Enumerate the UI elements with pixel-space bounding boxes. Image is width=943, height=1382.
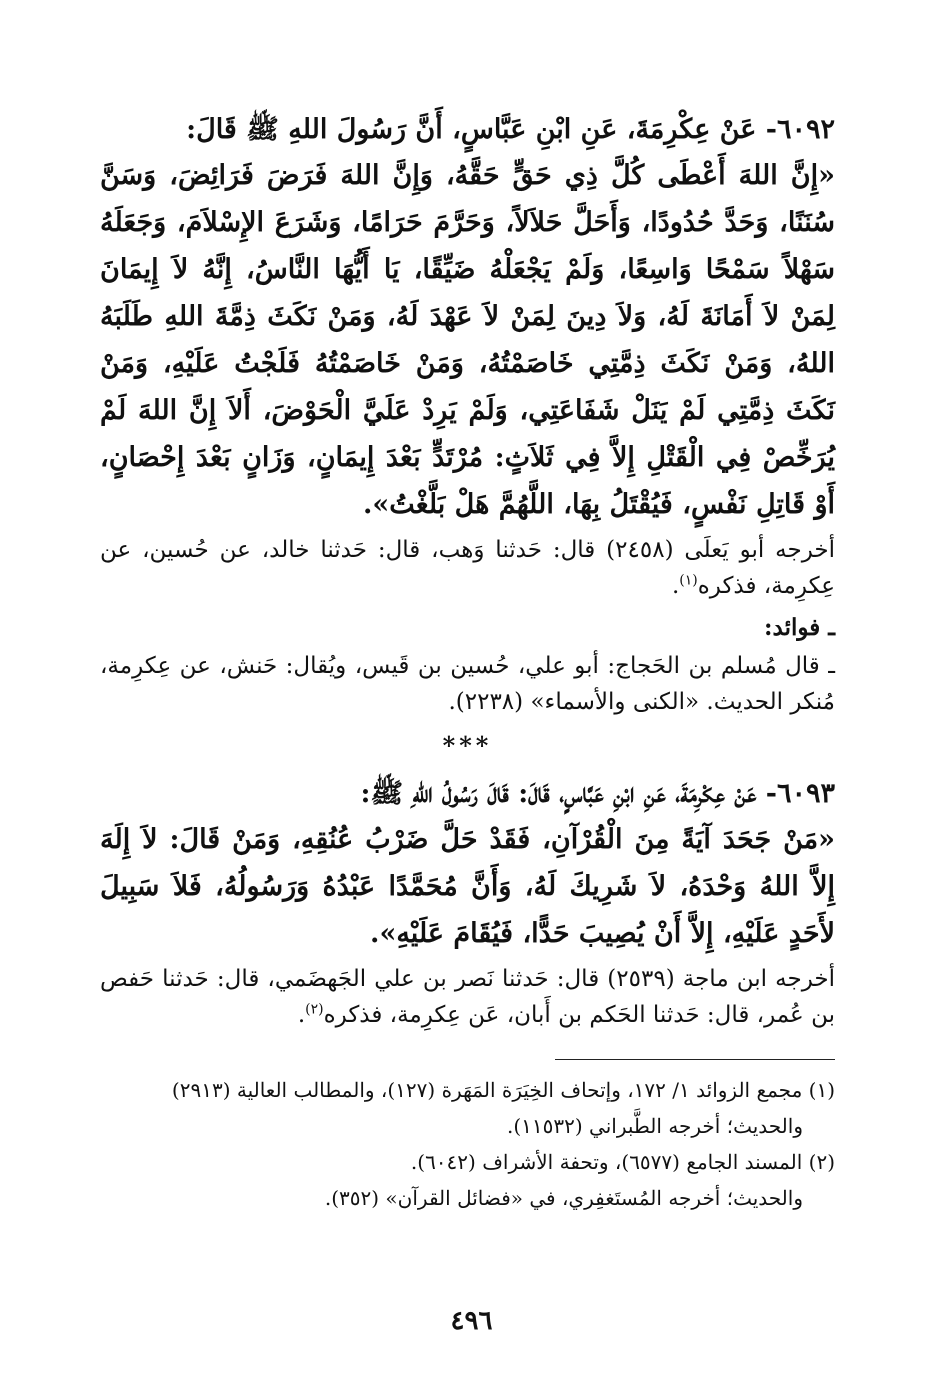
footnote-line: (٢) المسند الجامع (٦٥٧٧)، وتحفة الأشراف (٦٠٤٢). bbox=[410, 1150, 835, 1174]
footnote-line: (١) مجمع الزوائد ١/ ١٧٢، وإتحاف الخِيَرَة المَهَرة (١٢٧)، والمطالب العالية (٢٩١٣) bbox=[171, 1078, 835, 1102]
takhrij-paragraph: أخرجه أبو يَعلَى (٢٤٥٨) قال: حَدثنا وَهب، قال: حَدثنا خالد، عن حُسين، عن عِكرِمة، فذكره$^{(١)}$. bbox=[100, 537, 835, 599]
hadith-heading: ٦٠٩٣- عَنْ عِكْرِمَةَ، عَنِ ابْنِ عَبَّاسٍ، قَالَ: قَالَ رَسُولُ اللهِ ﷺ: bbox=[360, 778, 835, 809]
hadith-text: «مَنْ جَحَدَ آيَةً مِنَ الْقُرْآنِ، فَقَدْ حَلَّ ضَرْبُ عُنُقِهِ، وَمَنْ قَالَ: لاَ إِلَهَ إِلاَّ اللهُ وَحْدَهُ، لاَ شَرِيكَ لَهُ، وَأَنَّ مُحَمَّدًا عَبْدُهُ وَرَسُولُهُ، فَلاَ سَبِيلَ لأَحَدٍ عَلَيْهِ، إِلاَّ أَنْ يُصِيبَ حَدًّا، فَيُقَامَ عَلَيْهِ». bbox=[100, 824, 835, 949]
footnote-divider bbox=[555, 1059, 835, 1060]
footnote-line: والحديث؛ أخرجه المُستَغفِري، في «فضائل القرآن» (٣٥٢). bbox=[324, 1186, 803, 1210]
section-separator: *** bbox=[442, 731, 493, 760]
footnotes bbox=[100, 1072, 835, 1216]
takhrij-text: أخرجه أبو يَعلَى (٢٤٥٨) قال: حَدثنا وَهب، قال: حَدثنا خالد، عن حُسين، عن عِكرِمة، فذكره bbox=[100, 537, 835, 599]
fawaid-text: ـ قال مُسلم بن الحَجاج: أبو علي، حُسين بن قَيس، ويُقال: حَنش، عن عِكرِمة، مُنكر الحديث. «الكنى والأسماء» (٢٢٣٨). bbox=[100, 653, 835, 715]
footnote-line: والحديث؛ أخرجه الطَّبراني (١١٥٣٢). bbox=[506, 1114, 803, 1138]
page-number: ٤٩٦ bbox=[450, 1306, 493, 1336]
takhrij-paragraph: أخرجه ابن ماجة (٢٥٣٩) قال: حَدثنا نَصر بن علي الجَهضَمي، قال: حَدثنا حَفص بن عُمر، قال: حَدثنا الحَكم بن أَبان، عَن عِكرِمة، فذكره$^{(٢)}$. bbox=[100, 966, 835, 1028]
takhrij-text: أخرجه ابن ماجة (٢٥٣٩) قال: حَدثنا نَصر بن علي الجَهضَمي، قال: حَدثنا حَفص بن عُمر، قال: حَدثنا الحَكم بن أَبان، عَن عِكرِمة، فذكره bbox=[100, 966, 835, 1028]
footnote-1 bbox=[100, 1072, 835, 1144]
footnote-ref-1[interactable]: (١) bbox=[679, 572, 698, 589]
hadith-6092 bbox=[100, 108, 835, 720]
hadith-heading: ٦٠٩٢- عَنْ عِكْرِمَةَ، عَنِ ابْنِ عَبَّاسٍ، أَنَّ رَسُولَ اللهِ ﷺ قَالَ: bbox=[186, 114, 835, 145]
footnote-2 bbox=[100, 1144, 835, 1216]
fawaid-heading: ـ فوائد: bbox=[764, 614, 835, 641]
hadith-6093 bbox=[100, 772, 835, 1033]
hadith-text: «إِنَّ اللهَ أَعْطَى كُلَّ ذِي حَقٍّ حَقَّهُ، وَإِنَّ اللهَ فَرَضَ فَرَائِضَ، وَسَنَّ سُنَنًا، وَحَدَّ حُدُودًا، وَأَحَلَّ حَلاَلاً، وَحَرَّمَ حَرَامًا، وَشَرَعَ الإِسْلاَمَ، وَجَعَلَهُ سَهْلاً سَمْحًا وَاسِعًا، وَلَمْ يَجْعَلْهُ ضَيِّقًا، يَا أَيُّهَا النَّاسُ، إِنَّهُ لاَ إِيمَانَ لِمَنْ لاَ أَمَانَةَ لَهُ، وَلاَ دِينَ لِمَنْ لاَ عَهْدَ لَهُ، وَمَنْ نَكَثَ ذِمَّةَ اللهِ طَلَبَهُ اللهُ، وَمَنْ نَكَثَ ذِمَّتِي خَاصَمْتُهُ، وَمَنْ خَاصَمْتُهُ فَلَجْتُ عَلَيْهِ، وَمَنْ نَكَثَ ذِمَّتِي لَمْ يَنَلْ شَفَاعَتِي، وَلَمْ يَرِدْ عَلَيَّ الْحَوْضَ، أَلاَ إِنَّ اللهَ لَمْ يُرَخِّصْ فِي الْقَتْلِ إِلاَّ فِي ثَلاَثٍ: مُرْتَدٍّ بَعْدَ إِيمَانٍ، وَزَانٍ بَعْدَ إِحْصَانٍ، أَوْ قَاتِلِ نَفْسٍ، فَيُقْتَلُ بِهَا، اللَّهُمَّ هَلْ بَلَّغْتُ». bbox=[100, 160, 835, 520]
footnote-ref-2[interactable]: (٢) bbox=[305, 1001, 324, 1018]
